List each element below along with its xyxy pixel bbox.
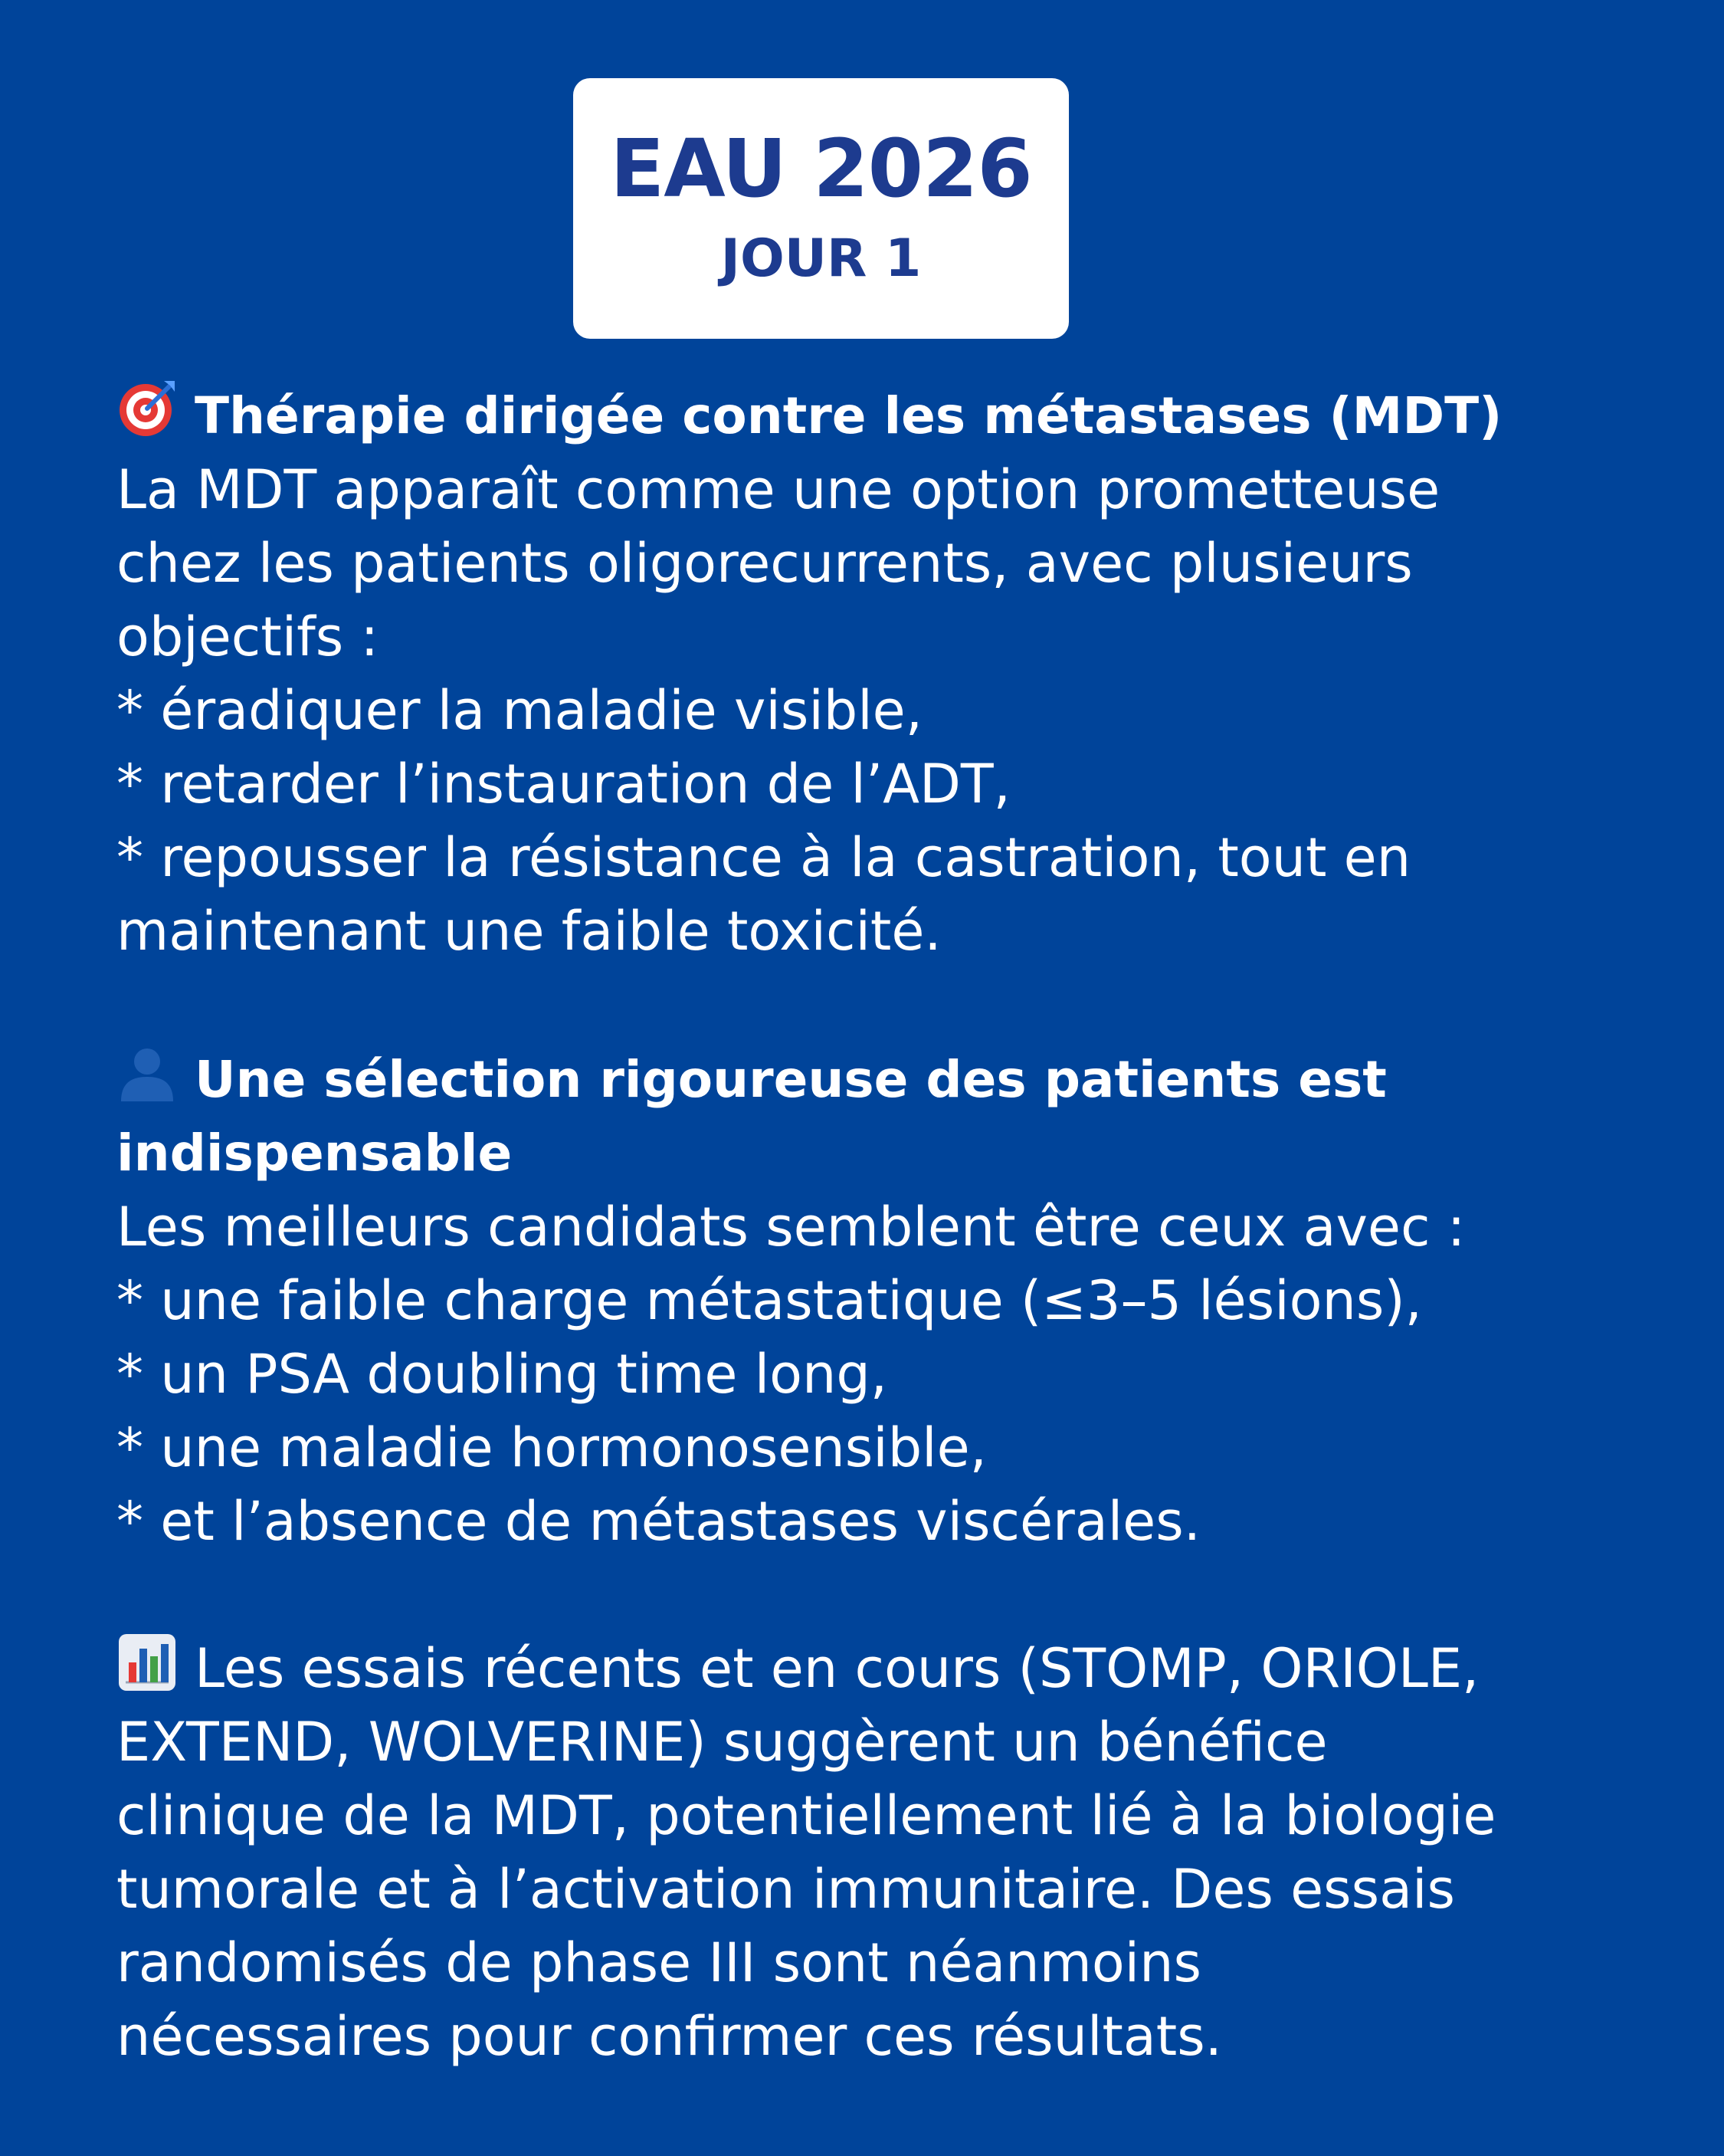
section3-line: tumorale et à l’activation immunitaire. Des essais: [116, 1858, 1455, 1921]
section2-heading-cont: indispensable: [116, 1124, 513, 1183]
section1-bullet: * repousser la résistance à la castration, tout en: [116, 826, 1411, 889]
section3-first-line-text: Les essais récents et en cours (STOMP, ORIOLE,: [195, 1637, 1480, 1700]
bar-chart-icon: [116, 1632, 178, 1693]
section1-line: maintenant une faible toxicité.: [116, 900, 942, 963]
section2-bullet: * une faible charge métastatique (≤3–5 lésions),: [116, 1269, 1422, 1332]
section3-first-line: [116, 1632, 1695, 1705]
section2-line: Les meilleurs candidats semblent être ceux avec :: [116, 1196, 1466, 1258]
title-card: [573, 78, 1069, 339]
page-title: EAU 2026: [610, 122, 1032, 215]
section-spacer: [116, 1558, 1695, 1632]
section1-line: objectifs :: [116, 605, 379, 668]
section1-bullet: * retarder l’instauration de l’ADT,: [116, 753, 1011, 815]
section2-heading: [116, 1042, 1695, 1117]
target-icon: [116, 378, 178, 439]
section-spacer: [116, 968, 1695, 1042]
section2-bullet: * une maladie hormonosensible,: [116, 1416, 987, 1479]
section2-bullet: * et l’absence de métastases viscérales.: [116, 1490, 1201, 1553]
section1-heading-text: Thérapie dirigée contre les métastases (MDT): [195, 386, 1503, 445]
section3-line: nécessaires pour confirmer ces résultats.: [116, 2005, 1222, 2068]
post-content: [116, 378, 1695, 2073]
section3-line: randomisés de phase III sont néanmoins: [116, 1931, 1201, 1994]
section3-line: clinique de la MDT, potentiellement lié à la biologie: [116, 1784, 1496, 1847]
section1-bullet: * éradiquer la maladie visible,: [116, 679, 923, 742]
section2-heading-text: Une sélection rigoureuse des patients est: [195, 1050, 1387, 1109]
section1-line: chez les patients oligorecurrents, avec plusieurs: [116, 532, 1413, 595]
person-icon: [116, 1042, 178, 1103]
section3-line: EXTEND, WOLVERINE) suggèrent un bénéfice: [116, 1711, 1328, 1774]
page-subtitle: JOUR 1: [720, 228, 922, 289]
section1-line: La MDT apparaît comme une option prometteuse: [116, 458, 1440, 521]
section1-heading: [116, 378, 1695, 453]
section2-bullet: * un PSA doubling time long,: [116, 1343, 888, 1406]
